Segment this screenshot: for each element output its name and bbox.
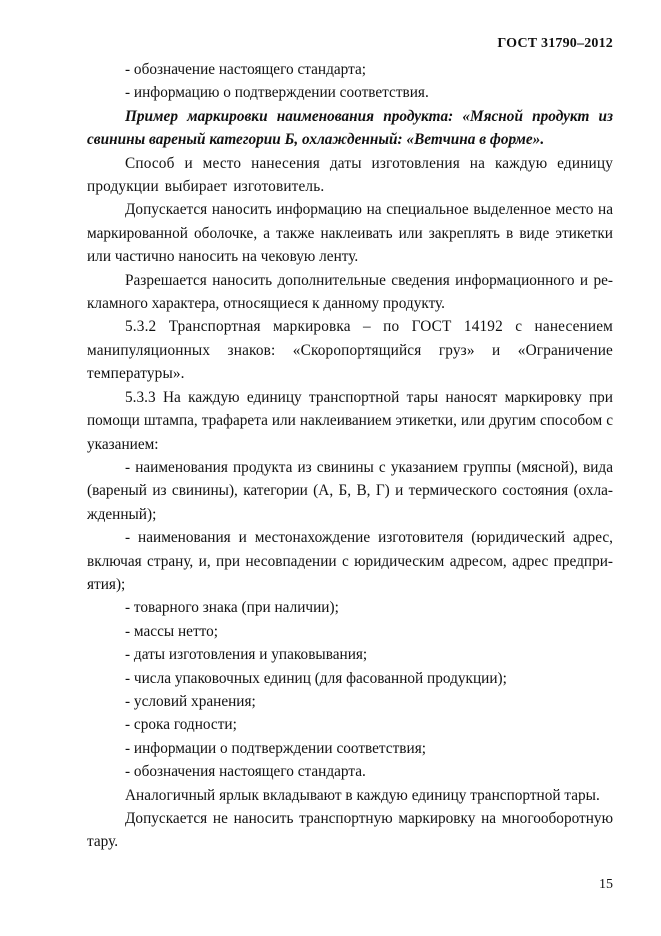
list-item: - массы нетто; [125,622,219,640]
list-item: - информации о подтверждении соответствия; [125,739,426,757]
paragraph: Аналогичный ярлык вкладывают в каждую единицу транспортной тары. [125,786,600,804]
document-code-header: ГОСТ 31790–2012 [497,36,613,51]
paragraph: Способ и место нанесения даты изготовления на каждую единицу продукции выбирает изготовитель. [87,154,613,196]
list-item: - числа упаковочных единиц (для фасованной продукции); [125,669,507,687]
list-item: - срока годности; [125,716,237,734]
list-item: - обозначения настоящего стандарта. [125,763,366,781]
paragraph: Допускается наносить информацию на специальное выделенное место на маркированной оболочке, а также наклеивать или закреплять в виде этикетки или частично наносить на чековую ленту. [87,201,613,266]
marking-example: Пример маркировки наименования продукта: «Мясной продукт из свинины вареный категории Б, охлажденный: «Ветчина в форме». [87,107,613,149]
section-5-3-3: 5.3.3 На каждую единицу транспортной тары наносят маркировку при помощи штампа, трафарета или наклеиванием этикетки, или другим способом с указанием: [87,388,613,453]
paragraph: Допускается не наносить транспортную маркировку на многооборотную тару. [87,810,613,851]
page-number: 15 [599,877,613,892]
list-item: - наименования и местонахождение изготовителя (юридический адрес, включая страну, и, при несовпадении с юридическим адресом, адрес предпри-ятия); [87,529,613,593]
list-item: - даты изготовления и упаковывания; [125,646,368,664]
paragraph: Разрешается наносить дополнительные сведения информационного и ре-кламного характера, относящиеся к данному продукту. [87,271,613,313]
list-item: - условий хранения; [125,692,256,710]
section-5-3-2: 5.3.2 Транспортная маркировка – по ГОСТ 14192 с нанесением манипуляционных знаков: «Скоропортящийся груз» и «Ограничение температуры». [87,318,613,383]
list-item: - товарного знака (при наличии); [125,599,339,617]
list-item: - обозначение настоящего стандарта; [125,61,367,78]
list-item: - наименования продукта из свинины с указанием группы (мясной), вида (вареный из свинины), категории (А, Б, В, Г) и термического состояния (охла-жденный); [87,458,613,523]
list-item: - информацию о подтверждении соответствия. [125,84,429,102]
document-body [87,58,613,854]
